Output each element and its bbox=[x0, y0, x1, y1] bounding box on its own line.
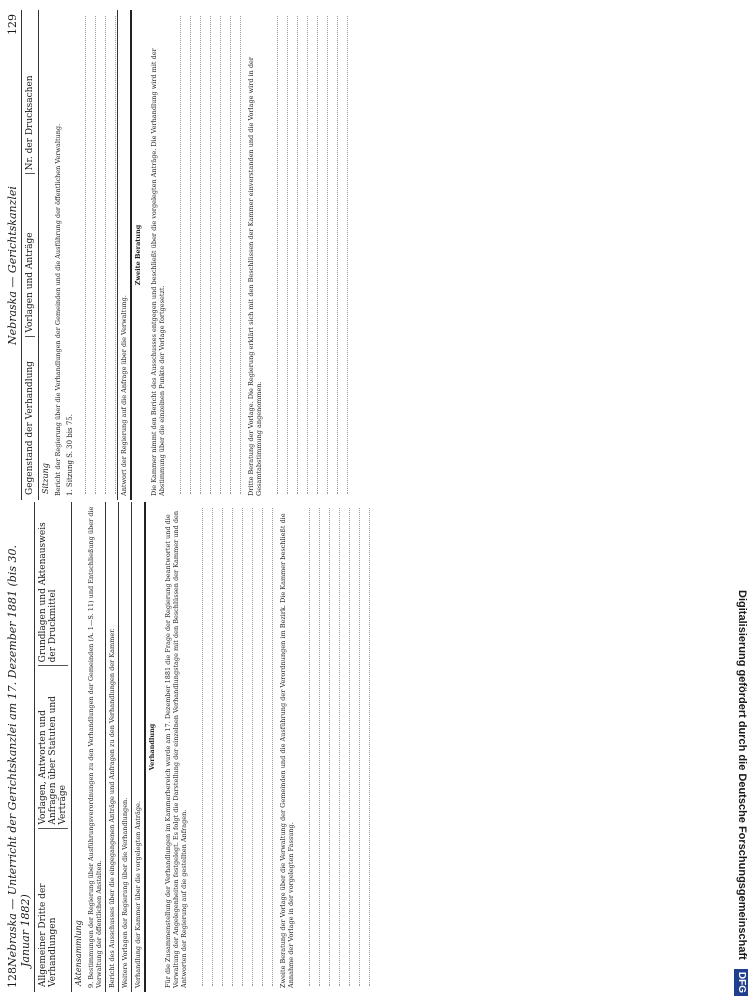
right-col-head-1: Gegenstand der Verhandlung bbox=[25, 336, 35, 498]
left-page-header bbox=[0, 502, 35, 992]
right-paragraph-3: Antwort der Regierung auf die Anfrage über die Verwaltung. bbox=[120, 295, 128, 496]
left-column-headers bbox=[35, 502, 72, 992]
digitization-credit-text: Digitalisierung gefördert durch die Deutsche Forschungsgemeinschaft bbox=[736, 590, 748, 960]
right-heading: Zweite Beratung bbox=[134, 224, 142, 286]
left-body-text-2: Zweite Beratung der Vorlage über die Verwaltung der Gemeinden und die Ausführung der Verordnungen im Bezirk. Die Kammer beschließt die Annahme der Vorlage in der vorgelegten Fassung. bbox=[279, 513, 295, 988]
left-col-head-2: Vorlagen, Antworten und Anfragen über Statuten und Verträge bbox=[38, 665, 68, 827]
right-page-header-title: Nebraska — Gerichtskanzlei bbox=[6, 186, 19, 345]
left-page-header-title: Nebraska — Unterricht der Gerichtskanzlei am 17. Dezember 1881 (bis 30. Januar 1882) bbox=[6, 545, 32, 967]
right-column-headers bbox=[22, 10, 39, 500]
left-body-text: Für die Zusammenstellung der Verhandlungen im Kammerbereich wurde am 17. Dezember 1881 die Frage der Regierung beantwortet und die Verwaltung der Angelegenheiten festgelegt. Es folgt die Darstellung der einzelnen Verhandlungstage mit den Beschlüssen der Kammer und den Antworten der Regierung auf die gestellten Anfragen. bbox=[164, 510, 188, 988]
left-col-head-3: Grundlagen und Aktenausweis der Druckmittel bbox=[38, 522, 58, 663]
left-page bbox=[0, 502, 700, 992]
right-paragraph-2: 1. Sitzung S. 30 bis 75. bbox=[66, 414, 74, 496]
left-heading: Verhandlung bbox=[148, 723, 156, 771]
left-paragraph-3: Weitere Vorlagen der Regierung über die Verhandlungen. bbox=[121, 797, 129, 988]
right-paragraph-1: Bericht der Regierung über die Verhandlungen der Gemeinden und die Ausführung der öffentlichen Verwaltung. bbox=[54, 123, 62, 496]
right-col-head-2: Vorlagen und Anträge bbox=[25, 173, 35, 335]
left-section-label: Aktensammlung bbox=[74, 920, 83, 986]
left-paragraph-4: Verhandlung der Kammer über die vorgelegten Anträge. bbox=[134, 801, 142, 988]
dfg-logo-badge: DFG bbox=[734, 969, 748, 996]
right-row-label: Sitzung bbox=[41, 463, 50, 494]
right-body-text-2: Dritte Beratung der Vorlage. Die Regierung erklärt sich mit den Beschlüssen der Kammer einverstanden und die Vorlage wird in der Gesamtabstimmung angenommen. bbox=[247, 56, 263, 496]
digitization-credit bbox=[735, 4, 749, 996]
right-page-header bbox=[0, 10, 22, 500]
right-col-head-3: Nr. der Drucksachen bbox=[25, 75, 35, 171]
left-paragraph-1: 9. Bestimmungen der Regierung über Ausführungsverordnungen zu den Verhandlungen der Gemeinden (A. 1—S. 11) und Entschließung über die Verwaltung der öffentlichen Anstalten. bbox=[87, 506, 103, 988]
left-paragraph-2: Bericht des Ausschusses über die eingegangenen Anträge und Anfragen zu den Verhandlungen der Kammer. bbox=[108, 628, 116, 988]
left-col-head-1: Allgemeiner Dritte der Verhandlungen bbox=[38, 828, 68, 990]
left-page-number: 128 bbox=[6, 967, 19, 988]
right-page bbox=[0, 10, 700, 500]
right-body-text: Die Kammer nimmt den Bericht des Ausschusses entgegen und beschließt über die vorgelegten Anträge. Die Verhandlung wird mit der Abstimmung über die einzelnen Punkte der Vorlage fortgesetzt. bbox=[150, 48, 166, 496]
right-page-number: 129 bbox=[6, 14, 19, 36]
